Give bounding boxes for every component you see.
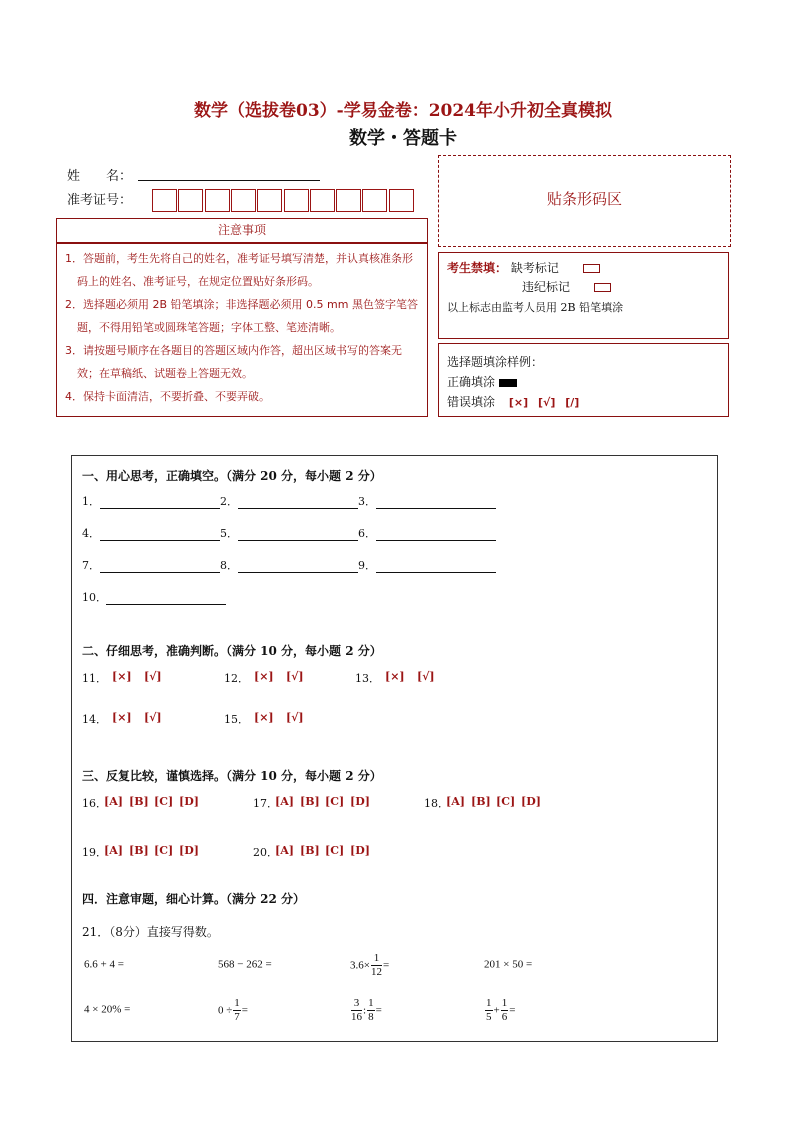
absent-mark[interactable] [583,264,600,273]
proctor-label: 考生禁填： [447,261,508,275]
choice-number: 16． [82,797,107,810]
denominator: 16 [351,1011,362,1023]
sample-title: 选择题填涂样例： [447,355,544,369]
fill-blank-number: 9． [358,559,376,572]
numerator: 1 [234,997,240,1009]
choice-option[interactable]: [D] [350,844,370,857]
id-digit-box[interactable] [205,189,230,212]
judge-option[interactable]: [√] [144,711,162,724]
choice-option[interactable]: [D] [179,795,199,808]
numerator: 3 [351,997,362,1011]
choice-option[interactable]: [C] [325,795,345,808]
calc-expression: 0 ÷ [218,1004,233,1017]
calculation-item [350,952,389,979]
choice-option[interactable]: [C] [325,844,345,857]
calculation-item [218,958,272,970]
section-4-heading: 四．注意审题，细心计算。（满分 22 分） [82,892,306,906]
fill-blank-number: 8． [220,559,238,572]
fill-blank-line[interactable] [376,540,496,541]
judge-option[interactable]: [√] [417,670,435,683]
fill-blank-line[interactable] [100,508,220,509]
notice-box [56,243,428,417]
fraction [501,997,509,1024]
question-21: 21．（8分）直接写得数。 [82,925,219,939]
choice-number: 19． [82,846,107,859]
section-1-heading: 一、用心思考，正确填空。（满分 20 分，每小题 2 分） [82,469,382,483]
notice-item: 2．选择题必须用 2B 铅笔填涂；非选择题必须用 0.5 mm 黑色签字笔答题，不得用铅笔或圆珠笔答题；字体工整、笔迹清晰。 [65,298,418,334]
judge-number: 15． [224,713,249,726]
fill-blank-number: 1． [82,495,100,508]
calculation-item [484,997,515,1024]
fraction [351,997,362,1024]
fill-blank-number: 2． [220,495,238,508]
id-digit-box[interactable] [310,189,335,212]
fraction [371,952,382,979]
fill-blank-number: 5． [220,527,238,540]
answer-area [71,455,718,1042]
calc-operator: = [241,1004,249,1017]
violation-label: 违纪标记 [522,280,571,294]
choice-option[interactable]: [B] [300,844,320,857]
judge-option[interactable]: [√] [286,670,304,683]
fill-blank-number: 4． [82,527,100,540]
numerator: 1 [486,997,492,1009]
calc-operator: = [509,1004,516,1017]
denominator: 7 [234,1011,240,1023]
fill-blank-number: 7． [82,559,100,572]
choice-option[interactable]: [B] [471,795,491,808]
calc-expression: 3.6× [350,959,370,972]
calc-operator: + [493,1004,500,1017]
id-digit-box[interactable] [257,189,282,212]
calc-expression: 4 × 20% = [84,1003,131,1016]
judge-option[interactable]: [×] [112,670,132,683]
choice-option[interactable]: [A] [104,795,123,808]
calc-expression: 568 − 262 = [218,958,272,971]
answer-sheet-subtitle: 数学・答题卡 [349,128,457,149]
choice-option[interactable]: [D] [350,795,370,808]
choice-option[interactable]: [C] [154,844,174,857]
calc-operator: : [363,1004,367,1017]
absent-label: 缺考标记 [510,261,559,275]
judge-option[interactable]: [√] [144,670,162,683]
id-digit-box[interactable] [389,189,414,212]
judge-option[interactable]: [×] [112,711,132,724]
denominator: 12 [370,966,382,978]
calc-expression: 201 × 50 = [484,958,533,971]
id-digit-box[interactable] [178,189,203,212]
id-digit-box[interactable] [284,189,309,212]
choice-option[interactable]: [D] [521,795,541,808]
choice-option[interactable]: [A] [104,844,123,857]
denominator: 6 [501,1011,508,1023]
fill-blank-line[interactable] [238,540,358,541]
fill-blank-line[interactable] [376,572,496,573]
calculation-item [84,958,124,970]
choice-option[interactable]: [C] [496,795,516,808]
numerator: 1 [371,952,382,966]
calculation-item [350,997,382,1024]
calc-expression: 6.6 + 4 = [84,958,124,971]
choice-option[interactable]: [A] [275,795,294,808]
choice-option[interactable]: [B] [300,795,320,808]
fill-blank-number: 10． [82,591,107,604]
judge-option[interactable]: [×] [254,711,274,724]
fill-blank-line[interactable] [100,540,220,541]
fraction [367,997,375,1024]
violation-mark[interactable] [594,283,611,292]
notice-item: 3．请按题号顺序在各题目的答题区域内作答，超出区域书写的答案无效；在草稿纸、试题卷上答题无效。 [65,344,402,380]
numerator: 1 [368,997,374,1009]
notice-heading: 注意事项 [56,218,428,243]
denominator: 5 [486,1011,492,1023]
judge-number: 13． [355,672,380,685]
wrong-mark: [√] [537,396,556,409]
choice-option[interactable]: [A] [446,795,465,808]
section-3-heading: 三、反复比较，谨慎选择。（满分 10 分，每小题 2 分） [82,769,382,783]
notice-item: 4．保持卡面清洁，不要折叠、不要弄破。 [65,390,270,403]
choice-number: 18． [424,797,449,810]
fraction [233,997,241,1024]
judge-option[interactable]: [√] [286,711,304,724]
id-digit-box[interactable] [152,189,177,212]
judge-option[interactable]: [×] [385,670,405,683]
denominator: 8 [368,1011,374,1023]
choice-number: 17． [253,797,278,810]
calculation-item [84,1003,130,1015]
id-digit-box[interactable] [362,189,387,212]
choice-option[interactable]: [A] [275,844,294,857]
choice-option[interactable]: [C] [154,795,174,808]
wrong-mark: [/] [565,396,580,409]
judge-number: 11． [82,672,107,685]
fill-blank-number: 6． [358,527,376,540]
sample-box [438,343,729,417]
notice-item: 1．答题前，考生先将自己的姓名，准考证号填写清楚，并认真核准条形码上的姓名、准考证号，在规定位置贴好条形码。 [65,252,413,288]
calculation-item [218,997,248,1024]
calc-operator: = [375,1004,382,1017]
id-label: 准考证号： [67,193,133,208]
judge-number: 12． [224,672,249,685]
id-digit-box[interactable] [336,189,361,212]
correct-label: 正确填涂 [447,375,496,389]
calc-operator: = [382,959,390,972]
id-digit-box[interactable] [231,189,256,212]
filled-mark-icon [499,379,517,387]
fill-blank-line[interactable] [106,604,226,605]
fill-blank-line[interactable] [376,508,496,509]
exam-title: 数学（选拔卷03）-学易金卷：2024年小升初全真模拟 [193,101,613,121]
section-2-heading: 二、仔细思考，准确判断。（满分 10 分，每小题 2 分） [82,644,382,658]
wrong-label: 错误填涂 [447,395,496,409]
choice-option[interactable]: [B] [129,844,149,857]
fill-blank-number: 3． [358,495,376,508]
choice-number: 20． [253,846,278,859]
fill-blank-line[interactable] [100,572,220,573]
calculation-item [484,958,532,970]
name-field[interactable] [138,180,320,181]
numerator: 1 [501,997,508,1009]
fraction [485,997,493,1024]
choice-option[interactable]: [B] [129,795,149,808]
proctor-note: 以上标志由监考人员用 2B 铅笔填涂 [447,301,624,314]
judge-option[interactable]: [×] [254,670,274,683]
wrong-mark: [×] [508,396,529,409]
fill-blank-line[interactable] [238,508,358,509]
barcode-area: 贴条形码区 [438,155,731,247]
judge-number: 14． [82,713,107,726]
proctor-box [438,252,729,339]
choice-option[interactable]: [D] [179,844,199,857]
name-label: 姓 名： [67,169,133,184]
fill-blank-line[interactable] [238,572,358,573]
